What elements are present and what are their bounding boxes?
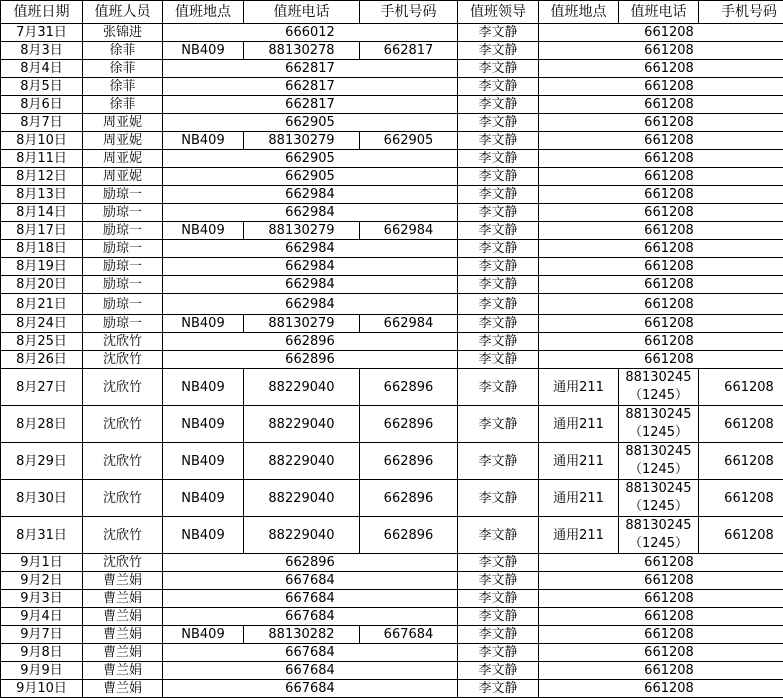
table-row (1, 168, 783, 186)
cell-leader-location: 通用211 (539, 443, 619, 480)
cell-date: 9月10日 (1, 680, 83, 698)
cell-date: 8月3日 (1, 42, 83, 60)
cell-person: 曹兰娟 (83, 644, 163, 662)
cell-leader-phone: 661208 (539, 96, 783, 114)
table-row (1, 150, 783, 168)
cell-person: 沈欣竹 (83, 517, 163, 554)
cell-leader: 李文静 (458, 132, 539, 150)
table-row (1, 443, 783, 480)
cell-leader: 李文静 (458, 480, 539, 517)
table-row (1, 572, 783, 590)
cell-mobile: 662896 (360, 517, 458, 554)
cell-leader: 李文静 (458, 114, 539, 132)
cell-leader: 李文静 (458, 608, 539, 626)
cell-leader: 李文静 (458, 222, 539, 240)
cell-phone: 667684 (163, 680, 458, 698)
cell-date: 9月3日 (1, 590, 83, 608)
cell-person: 周亚妮 (83, 150, 163, 168)
table-row (1, 240, 783, 258)
header-duty-tel: 值班电话 (244, 1, 360, 24)
cell-mobile: 662817 (360, 42, 458, 60)
cell-date: 8月19日 (1, 258, 83, 276)
table-row (1, 480, 783, 517)
cell-date: 8月4日 (1, 60, 83, 78)
cell-leader: 李文静 (458, 369, 539, 406)
cell-person: 沈欣竹 (83, 443, 163, 480)
table-row (1, 132, 783, 150)
cell-location: NB409 (163, 443, 244, 480)
table-row (1, 554, 783, 572)
cell-mobile: 662896 (360, 443, 458, 480)
leader-tel-number: 88130245 (625, 407, 692, 422)
cell-date: 8月29日 (1, 443, 83, 480)
table-row (1, 517, 783, 554)
cell-person: 周亚妮 (83, 168, 163, 186)
cell-tel: 88130282 (244, 626, 360, 644)
cell-person: 沈欣竹 (83, 369, 163, 406)
table-row (1, 258, 783, 276)
cell-leader-phone: 661208 (539, 240, 783, 258)
cell-mobile: 667684 (360, 626, 458, 644)
cell-date: 8月17日 (1, 222, 83, 240)
cell-person: 励琼一 (83, 204, 163, 222)
table-row (1, 96, 783, 114)
cell-phone: 667684 (163, 662, 458, 680)
cell-leader: 李文静 (458, 680, 539, 698)
cell-leader-location: 通用211 (539, 406, 619, 443)
cell-phone: 662905 (163, 114, 458, 132)
table-row (1, 680, 783, 698)
cell-leader-tel (619, 480, 699, 517)
cell-person: 曹兰娟 (83, 590, 163, 608)
cell-person: 沈欣竹 (83, 554, 163, 572)
cell-leader: 李文静 (458, 294, 539, 315)
cell-leader-phone: 661208 (539, 222, 783, 240)
cell-mobile: 662896 (360, 406, 458, 443)
cell-location: NB409 (163, 517, 244, 554)
leader-tel-number: 88130245 (625, 481, 692, 496)
cell-person: 徐菲 (83, 96, 163, 114)
cell-leader-phone: 661208 (539, 572, 783, 590)
cell-leader-tel (619, 369, 699, 406)
cell-person: 张锦进 (83, 24, 163, 42)
cell-date: 9月1日 (1, 554, 83, 572)
header-duty-date: 值班日期 (1, 1, 83, 24)
cell-person: 沈欣竹 (83, 480, 163, 517)
cell-date: 7月31日 (1, 24, 83, 42)
table-row (1, 644, 783, 662)
cell-person: 徐菲 (83, 60, 163, 78)
cell-person: 励琼一 (83, 276, 163, 294)
table-row (1, 204, 783, 222)
cell-phone: 662896 (163, 554, 458, 572)
cell-person: 周亚妮 (83, 114, 163, 132)
cell-leader-mobile: 661208 (699, 480, 783, 517)
cell-leader-mobile: 661208 (699, 517, 783, 554)
cell-location: NB409 (163, 406, 244, 443)
cell-mobile: 662984 (360, 315, 458, 333)
cell-leader: 李文静 (458, 644, 539, 662)
cell-leader-phone: 661208 (539, 626, 783, 644)
cell-date: 8月20日 (1, 276, 83, 294)
cell-leader: 李文静 (458, 406, 539, 443)
cell-date: 8月18日 (1, 240, 83, 258)
cell-date: 8月26日 (1, 351, 83, 369)
cell-leader-location: 通用211 (539, 369, 619, 406)
cell-person: 励琼一 (83, 222, 163, 240)
cell-person: 励琼一 (83, 240, 163, 258)
cell-date: 9月4日 (1, 608, 83, 626)
cell-date: 8月7日 (1, 114, 83, 132)
table-row (1, 42, 783, 60)
cell-person: 励琼一 (83, 258, 163, 276)
table-row (1, 294, 783, 315)
cell-person: 沈欣竹 (83, 351, 163, 369)
cell-person: 曹兰娟 (83, 680, 163, 698)
cell-leader: 李文静 (458, 333, 539, 351)
cell-tel: 88130279 (244, 315, 360, 333)
header-duty-leader: 值班领导 (458, 1, 539, 24)
cell-location: NB409 (163, 42, 244, 60)
cell-phone: 662984 (163, 204, 458, 222)
cell-mobile: 662984 (360, 222, 458, 240)
cell-tel: 88130279 (244, 132, 360, 150)
cell-tel: 88229040 (244, 480, 360, 517)
leader-tel-extension: （1245） (628, 536, 689, 551)
cell-leader-phone: 661208 (539, 351, 783, 369)
cell-leader-phone: 661208 (539, 554, 783, 572)
cell-phone: 662817 (163, 60, 458, 78)
cell-leader-mobile: 661208 (699, 443, 783, 480)
cell-date: 8月25日 (1, 333, 83, 351)
cell-phone: 662984 (163, 240, 458, 258)
cell-date: 8月13日 (1, 186, 83, 204)
leader-tel-number: 88130245 (625, 444, 692, 459)
table-row (1, 78, 783, 96)
cell-leader-phone: 661208 (539, 132, 783, 150)
header-leader-tel: 值班电话 (619, 1, 699, 24)
cell-phone: 662817 (163, 78, 458, 96)
cell-leader-phone: 661208 (539, 608, 783, 626)
cell-person: 徐菲 (83, 42, 163, 60)
table-row (1, 406, 783, 443)
cell-date: 8月30日 (1, 480, 83, 517)
cell-location: NB409 (163, 626, 244, 644)
cell-phone: 662905 (163, 168, 458, 186)
cell-leader: 李文静 (458, 78, 539, 96)
cell-phone: 662896 (163, 351, 458, 369)
header-leader-mobile: 手机号码 (699, 1, 783, 24)
cell-person: 周亚妮 (83, 132, 163, 150)
cell-leader: 李文静 (458, 168, 539, 186)
cell-person: 励琼一 (83, 315, 163, 333)
cell-location: NB409 (163, 369, 244, 406)
leader-tel-extension: （1245） (628, 388, 689, 403)
table-row (1, 60, 783, 78)
cell-location: NB409 (163, 315, 244, 333)
cell-date: 8月21日 (1, 294, 83, 315)
leader-tel-number: 88130245 (625, 518, 692, 533)
cell-phone: 667684 (163, 590, 458, 608)
table-row (1, 24, 783, 42)
cell-leader-phone: 661208 (539, 680, 783, 698)
cell-person: 励琼一 (83, 294, 163, 315)
cell-leader-phone: 661208 (539, 315, 783, 333)
table-row (1, 222, 783, 240)
cell-leader-phone: 661208 (539, 644, 783, 662)
cell-leader-phone: 661208 (539, 258, 783, 276)
cell-person: 沈欣竹 (83, 333, 163, 351)
cell-location: NB409 (163, 222, 244, 240)
cell-phone: 667684 (163, 572, 458, 590)
cell-leader: 李文静 (458, 96, 539, 114)
cell-person: 励琼一 (83, 186, 163, 204)
cell-person: 曹兰娟 (83, 608, 163, 626)
cell-date: 8月28日 (1, 406, 83, 443)
cell-date: 9月7日 (1, 626, 83, 644)
cell-leader-mobile: 661208 (699, 406, 783, 443)
cell-tel: 88229040 (244, 517, 360, 554)
cell-phone: 662817 (163, 96, 458, 114)
cell-leader: 李文静 (458, 626, 539, 644)
table-body (1, 24, 783, 698)
cell-leader: 李文静 (458, 42, 539, 60)
cell-location: NB409 (163, 132, 244, 150)
table-row (1, 351, 783, 369)
cell-tel: 88130279 (244, 222, 360, 240)
header-leader-location: 值班地点 (539, 1, 619, 24)
cell-tel: 88130278 (244, 42, 360, 60)
cell-leader-mobile: 661208 (699, 369, 783, 406)
cell-leader: 李文静 (458, 150, 539, 168)
cell-date: 9月9日 (1, 662, 83, 680)
cell-leader: 李文静 (458, 572, 539, 590)
cell-leader-phone: 661208 (539, 114, 783, 132)
cell-leader: 李文静 (458, 351, 539, 369)
cell-person: 曹兰娟 (83, 662, 163, 680)
cell-phone: 666012 (163, 24, 458, 42)
cell-date: 8月10日 (1, 132, 83, 150)
cell-person: 徐菲 (83, 78, 163, 96)
table-row (1, 369, 783, 406)
cell-leader-phone: 661208 (539, 590, 783, 608)
cell-leader-phone: 661208 (539, 662, 783, 680)
cell-leader-tel (619, 443, 699, 480)
cell-tel: 88229040 (244, 443, 360, 480)
cell-date: 8月14日 (1, 204, 83, 222)
cell-leader: 李文静 (458, 662, 539, 680)
cell-leader-phone: 661208 (539, 333, 783, 351)
cell-leader-phone: 661208 (539, 150, 783, 168)
cell-leader-tel (619, 406, 699, 443)
cell-phone: 667684 (163, 644, 458, 662)
leader-tel-extension: （1245） (628, 499, 689, 514)
cell-tel: 88229040 (244, 369, 360, 406)
cell-leader: 李文静 (458, 186, 539, 204)
cell-leader-location: 通用211 (539, 480, 619, 517)
cell-date: 8月31日 (1, 517, 83, 554)
cell-phone: 662984 (163, 258, 458, 276)
cell-date: 8月27日 (1, 369, 83, 406)
cell-leader: 李文静 (458, 517, 539, 554)
cell-leader: 李文静 (458, 554, 539, 572)
header-row (1, 1, 783, 24)
cell-leader-phone: 661208 (539, 78, 783, 96)
cell-mobile: 662905 (360, 132, 458, 150)
leader-tel-extension: （1245） (628, 462, 689, 477)
cell-leader: 李文静 (458, 24, 539, 42)
cell-person: 曹兰娟 (83, 572, 163, 590)
cell-date: 8月12日 (1, 168, 83, 186)
cell-phone: 662905 (163, 150, 458, 168)
cell-phone: 662984 (163, 186, 458, 204)
cell-leader-phone: 661208 (539, 186, 783, 204)
cell-date: 8月5日 (1, 78, 83, 96)
cell-date: 9月8日 (1, 644, 83, 662)
cell-phone: 662984 (163, 294, 458, 315)
table-row (1, 315, 783, 333)
table-row (1, 114, 783, 132)
header-duty-person: 值班人员 (83, 1, 163, 24)
cell-leader-phone: 661208 (539, 168, 783, 186)
cell-leader: 李文静 (458, 590, 539, 608)
table-row (1, 333, 783, 351)
cell-person: 沈欣竹 (83, 406, 163, 443)
cell-leader: 李文静 (458, 315, 539, 333)
table-row (1, 186, 783, 204)
table-row (1, 626, 783, 644)
cell-leader: 李文静 (458, 276, 539, 294)
cell-leader-phone: 661208 (539, 60, 783, 78)
cell-leader-phone: 661208 (539, 204, 783, 222)
header-duty-location: 值班地点 (163, 1, 244, 24)
table-row (1, 276, 783, 294)
cell-date: 8月11日 (1, 150, 83, 168)
cell-leader-phone: 661208 (539, 294, 783, 315)
cell-leader: 李文静 (458, 204, 539, 222)
cell-mobile: 662896 (360, 480, 458, 517)
cell-date: 8月24日 (1, 315, 83, 333)
cell-location: NB409 (163, 480, 244, 517)
cell-person: 曹兰娟 (83, 626, 163, 644)
table-row (1, 608, 783, 626)
cell-leader: 李文静 (458, 60, 539, 78)
cell-phone: 667684 (163, 608, 458, 626)
cell-leader: 李文静 (458, 443, 539, 480)
table-row (1, 662, 783, 680)
cell-leader: 李文静 (458, 258, 539, 276)
cell-tel: 88229040 (244, 406, 360, 443)
cell-leader-tel (619, 517, 699, 554)
cell-leader-phone: 661208 (539, 24, 783, 42)
cell-leader-phone: 661208 (539, 276, 783, 294)
cell-leader: 李文静 (458, 240, 539, 258)
cell-date: 9月2日 (1, 572, 83, 590)
cell-date: 8月6日 (1, 96, 83, 114)
leader-tel-extension: （1245） (628, 425, 689, 440)
cell-leader-location: 通用211 (539, 517, 619, 554)
leader-tel-number: 88130245 (625, 370, 692, 385)
cell-leader-phone: 661208 (539, 42, 783, 60)
cell-phone: 662896 (163, 333, 458, 351)
cell-mobile: 662896 (360, 369, 458, 406)
cell-phone: 662984 (163, 276, 458, 294)
header-mobile: 手机号码 (360, 1, 458, 24)
table-row (1, 590, 783, 608)
